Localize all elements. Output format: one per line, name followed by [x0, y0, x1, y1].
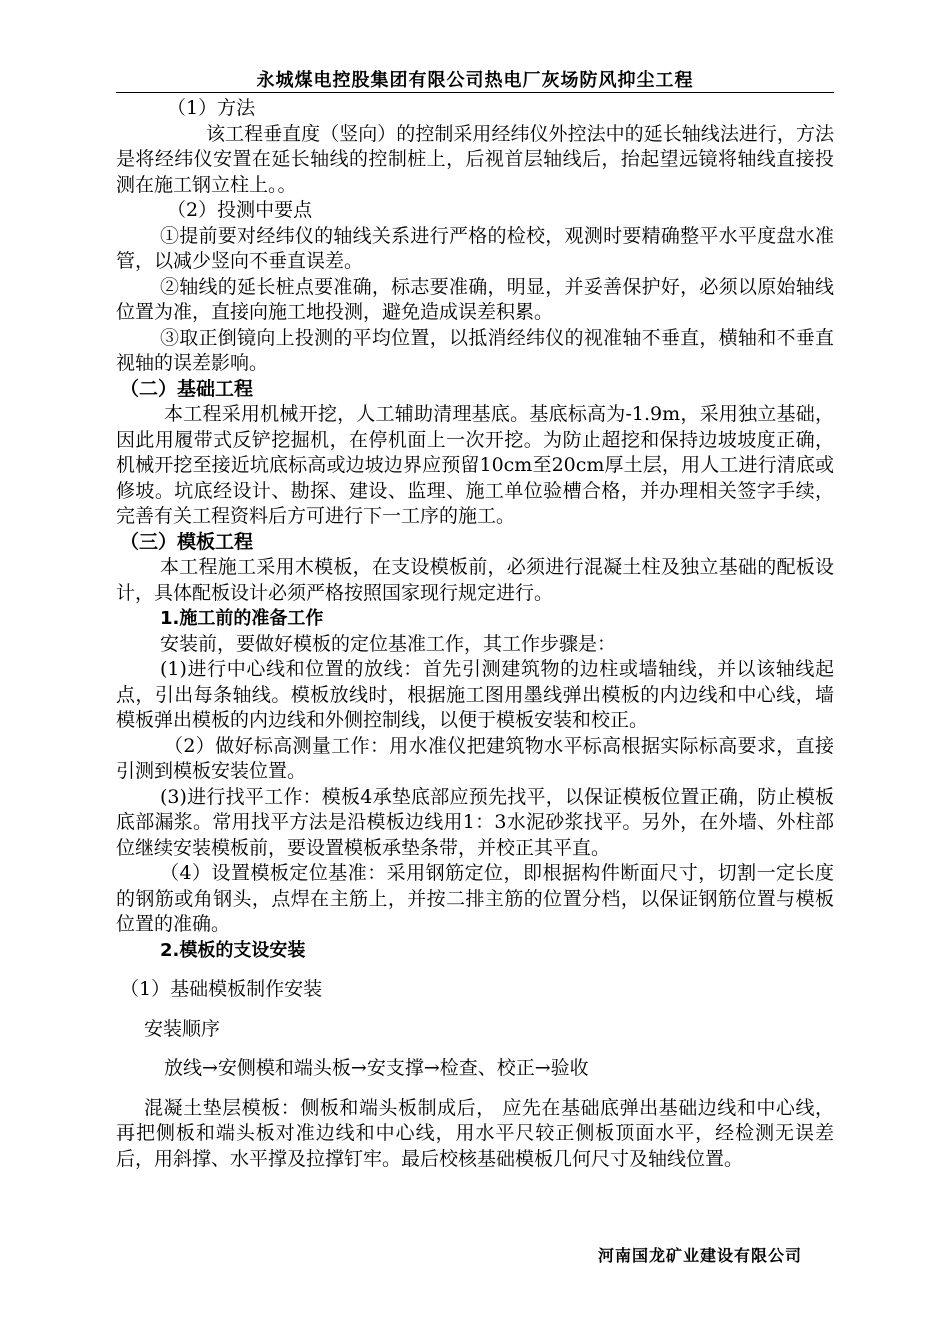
paragraph-foundation-formwork-title: （1）基础模板制作安装 — [120, 978, 323, 1000]
page-header: 永城煤电控股集团有限公司热电厂灰场防风抑尘工程 — [256, 70, 694, 91]
paragraph-point-3: ③取正倒镜向上投测的平均位置，以抵消经纬仪的视准轴不垂直，横轴和不垂直视轴的误差影响。 — [116, 326, 834, 374]
paragraph-method-title: （1）方法 — [167, 97, 256, 119]
header-divider — [116, 92, 834, 93]
subheading-preparation: 1.施工前的准备工作 — [160, 608, 324, 629]
paragraph-step-2: （2）做好标高测量工作：用水准仪把建筑物水平标高根据实际标高要求，直接引测到模板安装位置。 — [116, 734, 834, 782]
paragraph-install-order-title: 安装顺序 — [144, 1017, 221, 1040]
paragraph-formwork: 本工程施工采用木模板，在支设模板前，必须进行混凝土柱及独立基础的配板设计，具体配板设计必须严格按照国家现行规定进行。 — [116, 556, 834, 604]
paragraph-point-1: ①提前要对经纬仪的轴线关系进行严格的检校，观测时要精确整平水平度盘水准管，以减少竖向不垂直误差。 — [116, 224, 834, 272]
paragraph-cushion-formwork: 混凝土垫层模板：侧板和端头板制成后， 应先在基础底弹出基础边线和中心线，再把侧板和端头板对准边线和中心线，用水平尺较正侧板顶面水平，经检测无误差后，用斜撑、水平撑及拉撑钉牢。最后校核基础模板几何尺寸及轴线位置。 — [116, 1096, 834, 1170]
section-heading-foundation: （二）基础工程 — [120, 377, 254, 400]
page-footer: 河南国龙矿业建设有限公司 — [598, 1246, 803, 1265]
paragraph-step-1: (1)进行中心线和位置的放线：首先引测建筑物的边柱或墙轴线，并以该轴线起点，引出每条轴线。模板放线时，根据施工图用墨线弹出模板的内边线和中心线，墙模板弹出模板的内边线和外侧控制线，以便于模板安装和校正。 — [116, 658, 834, 731]
paragraph-preparation: 安装前，要做好模板的定位基准工作，其工作步骤是： — [160, 632, 617, 655]
paragraph-point-2: ②轴线的延长桩点要准确，标志要准确，明显，并妥善保护好，必须以原始轴线位置为准，直接向施工地投测，避免造成误差积累。 — [116, 275, 834, 323]
paragraph-step-3: (3)进行找平工作：模板4承垫底部应预先找平，以保证模板位置正确，防止模板底部漏浆。常用找平方法是沿模板边线用1：3水泥砂浆找平。另外，在外墙、外柱部位继续安装模板前，要设置模板承垫条带，并校正其平直。 — [116, 785, 834, 859]
paragraph-step-4: （4）设置模板定位基准：采用钢筋定位，即根据构件断面尺寸，切割一定长度的钢筋或角钢头，点焊在主筋上，并按二排主筋的位置分档，以保证钢筋位置与模板位置的准确。 — [116, 862, 834, 935]
section-heading-formwork: （三）模板工程 — [120, 530, 254, 553]
paragraph-install-order: 放线→安侧模和端头板→安支撑→检查、校正→验收 — [164, 1057, 589, 1079]
paragraph-foundation: 本工程采用机械开挖，人工辅助清理基底。基底标高为-1.9m，采用独立基础，因此用履带式反铲挖掘机，在停机面上一次开挖。为防止超挖和保持边坡坡度正确，机械开挖至接近坑底标高或边坡边界应预留10cm至20cm厚土层，用人工进行清底或修坡。坑底经设计、勘探、建设、监理、施工单位验槽合格，并办理相关签字手续，完善有关工程资料后方可进行下一工序的施工。 — [116, 403, 834, 527]
document-body — [116, 96, 834, 1172]
subheading-installation: 2.模板的支设安装 — [160, 939, 306, 961]
paragraph-method: 该工程垂直度（竖向）的控制采用经纬仪外控法中的延长轴线法进行，方法是将经纬仪安置在延长轴线的控制桩上，后视首层轴线后，抬起望远镜将轴线直接投测在施工钢立柱上。。 — [116, 122, 834, 196]
paragraph-points-title: （2）投测中要点 — [167, 199, 313, 221]
